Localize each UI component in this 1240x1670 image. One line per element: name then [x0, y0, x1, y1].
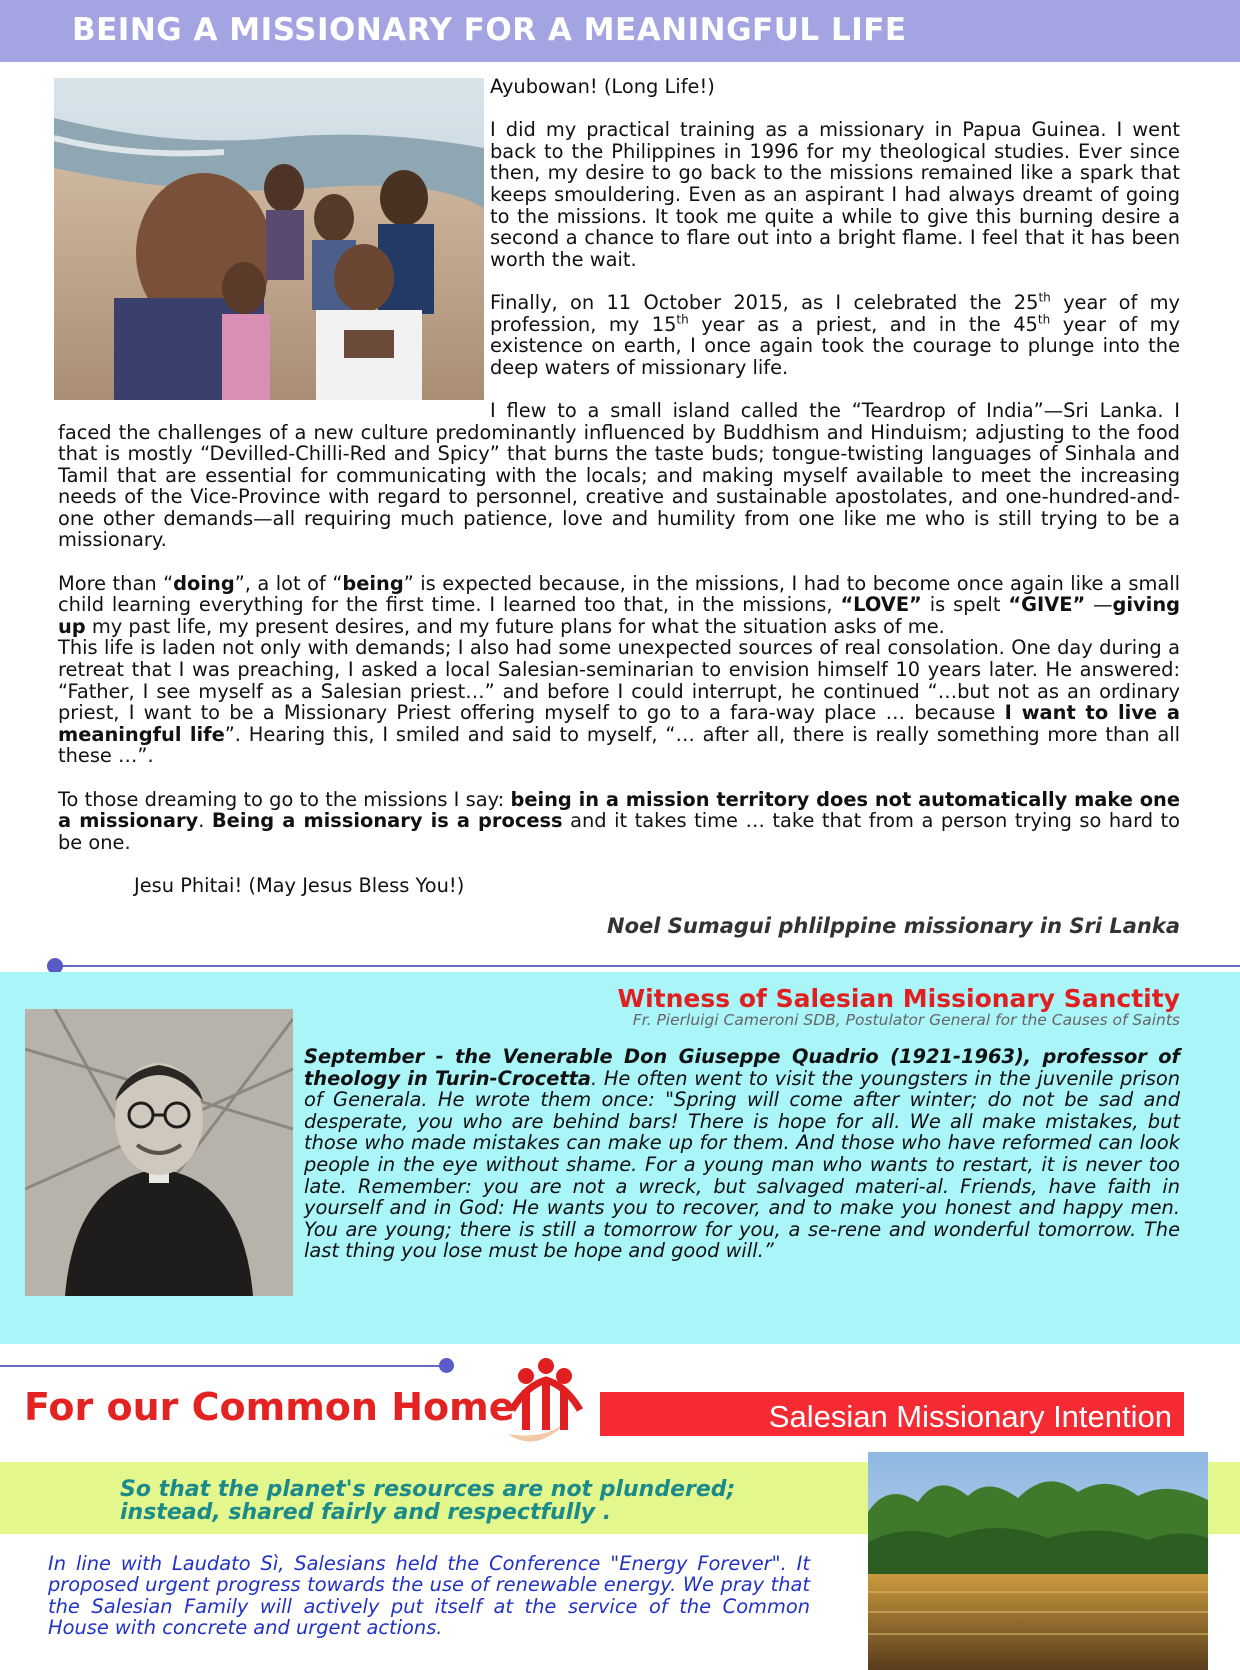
witness-text: September - the Venerable Don Giuseppe Quadrio (1921-1963), professor of theology in Turin-Crocetta. He often went to visit the youngsters in the juvenile prison of Generala. He wrote them once: "Spring will come after winter; do not be sad and desperate, you who are behind bars! There is hope for all. We all make mistakes, but those who made mistakes can make up for them. And those who have reformed can look people in the eye without shame. For a young man who wants to restart, it is never too late. Remember: you are not a wreck, but salvaged materi-al. Friends, have faith in yourself and in God: He wants you to recover, and to make you honest and happy men. You are young; there is still a tomorrow for you, a se-rene and wonderful tomorrow. The last thing you lose must be hope and good will.” [304, 1045, 1180, 1263]
intention-label: Salesian Missionary Intention [768, 1399, 1172, 1434]
blessing: Jesu Phitai! (May Jesus Bless You!) [134, 873, 465, 897]
divider-dot [439, 1358, 454, 1373]
section-divider [55, 965, 1240, 967]
witness-title: Witness of Salesian Missionary Sanctity [617, 984, 1180, 1013]
article-paragraph-5: This life is laden not only with demands; I also had some unexpected sources of real consolation. One day during a retreat that I was preaching, I asked a local Salesian-seminarian to envision himself 10 years later. He answered: “Father, I see myself as a Salesian priest…” and before I could interrupt, he continued “…but not as an ordinary priest, I want to be a Missionary Priest offering myself to go to a fara-way place … because I want to live a meaningful life”. Hearing this, I smiled and said to myself, “… after all, there is really something more than all these …”. [58, 636, 1180, 768]
intention-text: So that the planet's resources are not plundered; instead, shared fairly and respectfully . [120, 1477, 736, 1525]
forest-river-photo [868, 1452, 1208, 1670]
intention-banner [600, 1392, 1184, 1436]
priest-portrait-photo [25, 1009, 293, 1296]
photo-spacer [58, 76, 490, 400]
article-paragraph-3: I flew to a small island called the “Teardrop of India”—Sri Lanka. I faced the challenges of a new culture predominantly influenced by Buddhism and Hinduism; adjusting to the food that is mostly “Devilled-Chilli-Red and Spicy” that burns the taste buds; tongue-twisting languages of Sinhala and Tamil that are essential for communicating with the locals; and making myself available to meet the increasing needs of the Vice-Province with regard to personnel, creative and sustainable apostolates, and one-hundred-and-one other demands—all requiring much patience, love and humility from one like me who is still trying to be a missionary. [58, 398, 1180, 552]
article-body [58, 76, 1180, 897]
article-paragraph-6: To those dreaming to go to the missions I say: being in a mission territory does not automatically make one a missionary. Being a missionary is a process and it takes time … take that from a person trying so hard to be one. [58, 787, 1180, 854]
header-band [0, 0, 1240, 62]
author-signature: Noel Sumagui phlilppine missionary in Sri Lanka [607, 914, 1180, 938]
salesian-logo-icon [488, 1346, 596, 1454]
section-divider [0, 1365, 445, 1367]
greeting: Ayubowan! (Long Life!) [490, 75, 715, 98]
article-paragraph-4: More than “doing”, a lot of “being” is expected because, in the missions, I had to become once again like a small child learning everything for the first time. I learned too that, in the missions, “LOVE” is spelt “GIVE” —giving up my past life, my present desires, and my future plans for what the situation asks of me. [58, 571, 1180, 638]
laudato-si-text: In line with Laudato Sì, Salesians held the Conference "Energy Forever". It proposed urgent progress towards the use of renewable energy. We pray that the Salesian Family will actively put itself at the service of the Common House with concrete and urgent actions. [48, 1552, 810, 1640]
article-paragraph-1: I did my practical training as a missionary in Papua Guinea. I went back to the Philippines in 1996 for my theological studies. Ever since then, my desire to go back to the missions remained like a spark that keeps smouldering. Even as an aspirant I had always dreamt of going to the missions. It took me quite a while to give this burning desire a second a chance to flare out into a bright flame. I feel that it has been worth the wait. [490, 118, 1180, 271]
witness-author: Fr. Pierluigi Cameroni SDB, Postulator General for the Causes of Saints [632, 1011, 1180, 1029]
article-paragraph-2: Finally, on 11 October 2015, as I celebrated the 25th year of my profession, my 15th year as a priest, and in the 45th year of my existence on earth, I once again took the courage to plunge into the deep waters of missionary life. [490, 290, 1181, 379]
common-home-heading: For our Common Home [24, 1385, 515, 1429]
page-title: BEING A MISSIONARY FOR A MEANINGFUL LIFE [72, 12, 907, 48]
